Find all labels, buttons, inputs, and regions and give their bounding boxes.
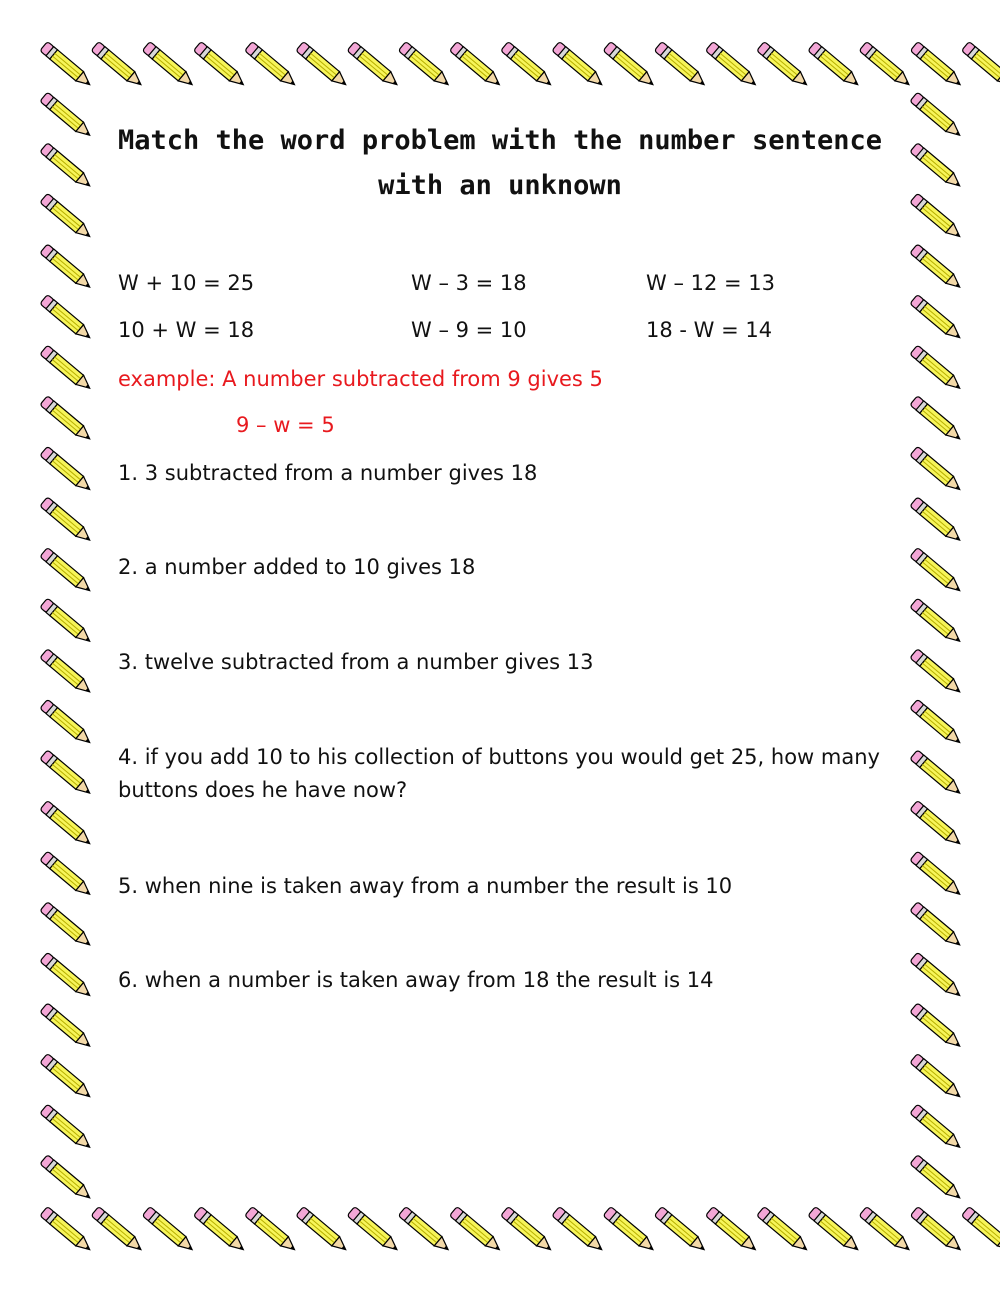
pencil-icon [449, 41, 503, 89]
question-1: 1. 3 subtracted from a number gives 18 [118, 461, 538, 485]
pencil-icon [193, 41, 247, 89]
pencil-icon [859, 1206, 913, 1254]
pencil-icon [193, 1206, 247, 1254]
pencil-icon [40, 699, 94, 747]
pencil-icon [91, 41, 145, 89]
title-line-2: with an unknown [378, 170, 622, 201]
pencil-icon [961, 1206, 1000, 1254]
equation-option: W – 3 = 18 [411, 271, 527, 295]
pencil-icon [961, 41, 1000, 89]
title-line-1: Match the word problem with the number sentence [117, 125, 882, 156]
question-5: 5. when nine is taken away from a number the result is 10 [118, 874, 733, 898]
question-6: 6. when a number is taken away from 18 the result is 14 [118, 968, 714, 992]
pencil-icon [654, 41, 708, 89]
pencil-icon [910, 244, 964, 292]
pencil-icon [757, 1206, 811, 1254]
pencil-icon [40, 244, 94, 292]
pencil-icon [40, 446, 94, 494]
equation-option: W + 10 = 25 [118, 271, 255, 295]
pencil-icon [552, 41, 606, 89]
pencil-icon [910, 294, 964, 342]
pencil-icon [910, 547, 964, 595]
pencil-icon [808, 1206, 862, 1254]
pencil-icon [40, 598, 94, 646]
pencil-icon [859, 41, 913, 89]
pencil-icon [910, 1206, 964, 1254]
pencil-icon [40, 1104, 94, 1152]
question-4: 4. if you add 10 to his collection of buttons you would get 25, how many buttons does he have now? [118, 745, 880, 802]
pencil-icon [40, 1053, 94, 1101]
question-3: 3. twelve subtracted from a number gives 13 [118, 650, 594, 674]
pencil-icon [910, 92, 964, 140]
pencil-icon [501, 1206, 555, 1254]
pencil-icon [603, 1206, 657, 1254]
pencil-icon [40, 92, 94, 140]
equation-option: W – 9 = 10 [411, 318, 527, 342]
worksheet-title [100, 118, 900, 208]
pencil-icon [910, 800, 964, 848]
pencil-icon [705, 1206, 759, 1254]
pencil-icon [40, 800, 94, 848]
pencil-icon [910, 446, 964, 494]
pencil-icon [910, 345, 964, 393]
pencil-icon [40, 851, 94, 899]
pencil-icon [245, 41, 299, 89]
pencil-icon [910, 1104, 964, 1152]
pencil-icon [245, 1206, 299, 1254]
pencil-icon [347, 1206, 401, 1254]
pencil-icon [40, 750, 94, 798]
pencil-icon [40, 547, 94, 595]
pencil-icon [910, 396, 964, 444]
pencil-icon [40, 497, 94, 545]
pencil-icon [654, 1206, 708, 1254]
pencil-icon [501, 41, 555, 89]
equation-option: W – 12 = 13 [646, 271, 776, 295]
pencil-icon [910, 649, 964, 697]
equation-option: 10 + W = 18 [118, 318, 255, 342]
pencil-icon [910, 1053, 964, 1101]
pencil-icon [910, 952, 964, 1000]
question-2: 2. a number added to 10 gives 18 [118, 555, 476, 579]
equation-option: 18 - W = 14 [646, 318, 773, 342]
pencil-icon [910, 1155, 964, 1203]
pencil-icon [910, 598, 964, 646]
pencil-icon [910, 851, 964, 899]
pencil-icon [40, 143, 94, 191]
pencil-icon [142, 1206, 196, 1254]
pencil-icon [40, 41, 94, 89]
pencil-icon [757, 41, 811, 89]
pencil-icon [142, 41, 196, 89]
pencil-icon [40, 193, 94, 241]
pencil-icon [910, 1003, 964, 1051]
example-problem: example: A number subtracted from 9 gives 5 [118, 367, 603, 391]
pencil-icon [910, 750, 964, 798]
pencil-icon [40, 1003, 94, 1051]
pencil-icon [910, 497, 964, 545]
pencil-icon [808, 41, 862, 89]
pencil-icon [449, 1206, 503, 1254]
pencil-icon [910, 902, 964, 950]
pencil-icon [40, 396, 94, 444]
pencil-icon [40, 345, 94, 393]
pencil-icon [910, 193, 964, 241]
pencil-icon [910, 143, 964, 191]
pencil-icon [40, 1206, 94, 1254]
pencil-icon [603, 41, 657, 89]
pencil-icon [40, 952, 94, 1000]
pencil-icon [910, 699, 964, 747]
pencil-icon [40, 649, 94, 697]
pencil-icon [296, 41, 350, 89]
example-equation: 9 – w = 5 [236, 413, 335, 437]
pencil-icon [552, 1206, 606, 1254]
pencil-icon [398, 41, 452, 89]
pencil-icon [40, 294, 94, 342]
pencil-icon [296, 1206, 350, 1254]
pencil-icon [40, 902, 94, 950]
pencil-icon [347, 41, 401, 89]
pencil-icon [910, 41, 964, 89]
pencil-icon [91, 1206, 145, 1254]
pencil-icon [705, 41, 759, 89]
pencil-icon [40, 1155, 94, 1203]
pencil-icon [398, 1206, 452, 1254]
